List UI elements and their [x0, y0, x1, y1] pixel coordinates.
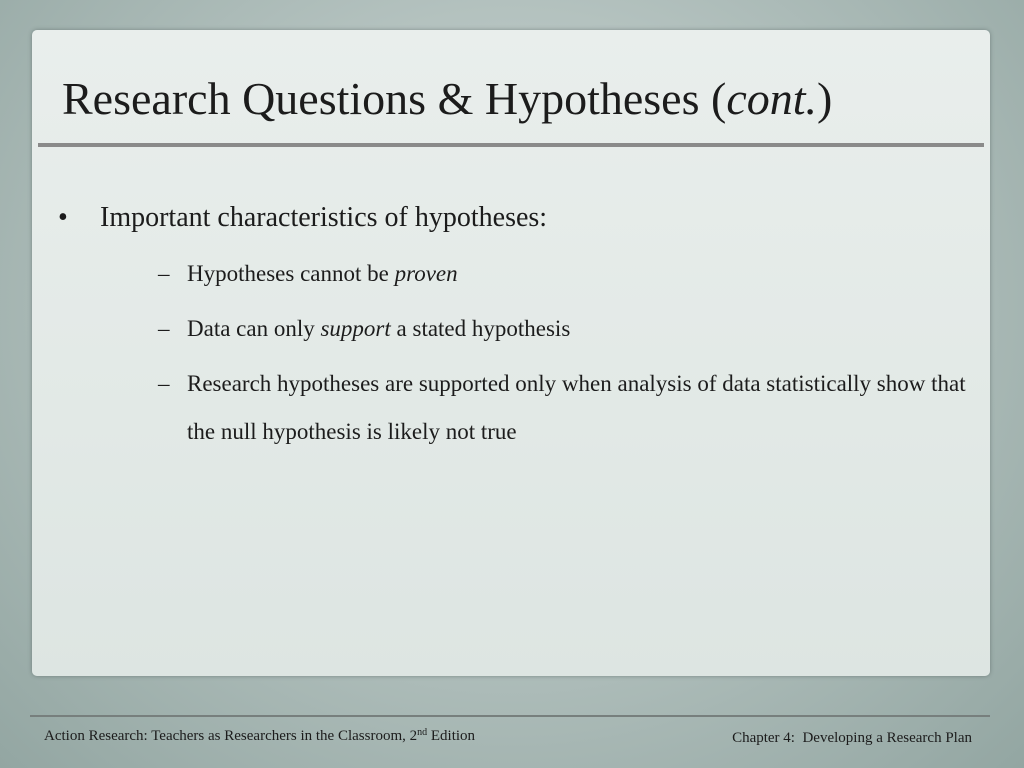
- footer-book-superscript: nd: [417, 727, 428, 738]
- footer-book-edition: Edition: [427, 728, 476, 744]
- sub-bullet-item: [100, 250, 978, 298]
- sub-bullet-item: [100, 305, 978, 353]
- footer-divider: [30, 715, 990, 717]
- slide-title-close: ): [817, 73, 833, 124]
- dash-marker: –: [158, 316, 170, 341]
- dash-marker: –: [158, 371, 170, 396]
- sub-bullet-list: [100, 250, 978, 456]
- title-divider: [38, 143, 984, 147]
- slide-title: [62, 72, 832, 126]
- sub-bullet-text: Research hypotheses are supported only when analysis of data statistically show that the null hypothesis is likely not true: [187, 371, 966, 444]
- sub-bullet-text: Data can only: [187, 316, 321, 341]
- slide-panel: [32, 30, 990, 676]
- sub-bullet-text: Hypotheses cannot be: [187, 261, 395, 286]
- footer-book-text: Action Research: Teachers as Researchers in the Classroom, 2: [44, 728, 418, 744]
- bullet-list: [58, 198, 978, 456]
- bullet-item: [58, 198, 978, 456]
- dash-marker: –: [158, 261, 170, 286]
- sub-bullet-emphasis: support: [320, 316, 391, 341]
- footer-book-title: [44, 728, 475, 745]
- sub-bullet-emphasis: proven: [394, 261, 458, 286]
- slide-title-italic: cont.: [726, 73, 818, 124]
- footer-chapter: Chapter 4: Developing a Research Plan: [732, 730, 972, 746]
- sub-bullet-text-after: a stated hypothesis: [390, 316, 571, 341]
- bullet-text: Important characteristics of hypotheses:: [100, 202, 548, 233]
- slide-title-text: Research Questions & Hypotheses (: [62, 73, 727, 124]
- bullet-marker: •: [58, 202, 68, 233]
- sub-bullet-item: [100, 360, 978, 456]
